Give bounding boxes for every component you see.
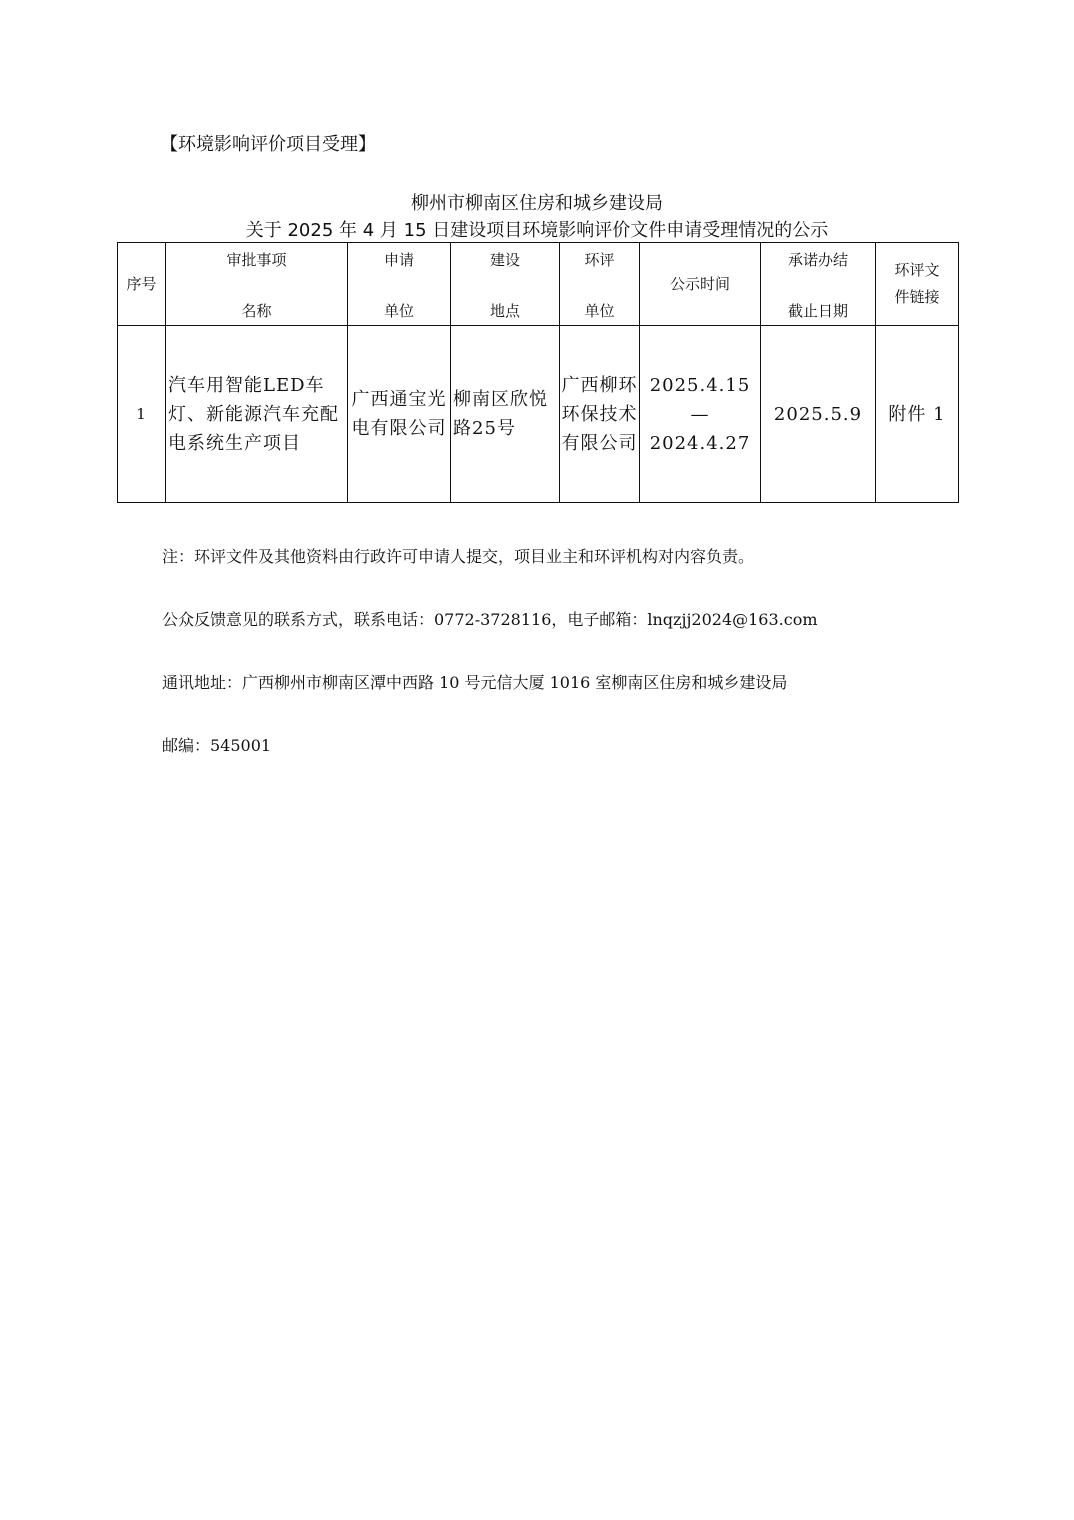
header-eia-top: 环评 (584, 251, 615, 269)
header-site-top: 建设 (489, 251, 520, 269)
header-seq (118, 243, 166, 326)
attachment-link[interactable]: 附件 1 (876, 326, 959, 503)
cell-eia-unit: 广西柳环环保技术有限公司 (560, 326, 640, 503)
cell-seq: 1 (118, 326, 166, 503)
note-postcode: 邮编：545001 (162, 736, 272, 755)
period-end: 2024.4.27 (649, 432, 751, 454)
table-header-row (118, 243, 959, 326)
document-title: 柳州市柳南区住房和城乡建设局 (411, 193, 663, 214)
header-link (876, 243, 959, 326)
header-deadline (761, 243, 876, 326)
header-eia-bottom: 单位 (584, 302, 615, 320)
cell-applicant: 广西通宝光电有限公司 (348, 326, 451, 503)
header-applicant-top: 申请 (383, 251, 414, 269)
cell-item: 汽车用智能LED车灯、新能源汽车充配电系统生产项目 (166, 326, 348, 503)
header-item (166, 243, 348, 326)
document-subtitle: 关于 2025 年 4 月 15 日建设项目环境影响评价文件申请受理情况的公示 (245, 220, 829, 241)
header-applicant (348, 243, 451, 326)
header-item-bottom: 名称 (241, 302, 272, 320)
section-heading: 【环境影响评价项目受理】 (160, 134, 376, 155)
header-site-bottom: 地点 (489, 302, 520, 320)
note-contact: 公众反馈意见的联系方式，联系电话：0772-3728116，电子邮箱：lnqzjj2024@163.com (162, 610, 818, 629)
header-period-label: 公示时间 (669, 274, 730, 293)
header-deadline-bottom: 截止日期 (787, 302, 848, 320)
cell-site: 柳南区欣悦路25号 (451, 326, 560, 503)
period-separator: — (690, 403, 710, 425)
header-period (640, 243, 761, 326)
note-address: 通讯地址：广西柳州市柳南区潭中西路 10 号元信大厦 1016 室柳南区住房和城乡建设局 (162, 673, 788, 692)
note-disclaimer: 注：环评文件及其他资料由行政许可申请人提交，项目业主和环评机构对内容负责。 (162, 547, 755, 566)
header-seq-label: 序号 (126, 274, 157, 293)
cell-deadline: 2025.5.9 (761, 326, 876, 503)
header-deadline-top: 承诺办结 (787, 251, 848, 269)
period-start: 2025.4.15 (649, 374, 751, 396)
header-link-line1: 环评文 (894, 261, 940, 279)
header-site (451, 243, 560, 326)
header-applicant-bottom: 单位 (383, 302, 414, 320)
acceptance-table (117, 242, 959, 503)
header-link-line2: 件链接 (894, 288, 940, 306)
table-row (118, 326, 959, 503)
cell-period (640, 326, 761, 503)
header-eia-unit (560, 243, 640, 326)
header-item-top: 审批事项 (226, 251, 287, 269)
